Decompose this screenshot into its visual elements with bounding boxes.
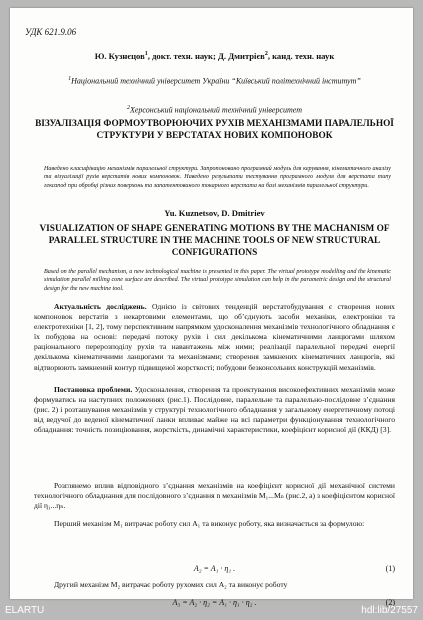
footer-handle: hdl:lib/27557: [361, 605, 418, 616]
paragraph-mechanism-1: Перший механізм M₁ витрачає роботу сил A₁ та виконує роботу, яка визначається за формулою:: [54, 519, 365, 528]
authors-ua: [30, 51, 399, 61]
title-ua: ВІЗУАЛІЗАЦІЯ ФОРМОУТВОРЮЮЧИХ РУХІВ МЕХАНІЗМАМИ ПАРАЛЕЛЬНОЇ СТРУКТУРИ У ВЕРСТАТАХ НОВИХ КОМПОНОВОК: [35, 119, 394, 141]
abstract-ua: Наведено класифікацію механізмів паралельної структури. Запропоновано програмний модуль для керування, кінематичного аналізу та візуалізації рухів верстатів нових компоновок. Наведено результати тестування програмного модуля для верстата типу гексапод при обробці різних поверхонь та запатентованого токарного верстата на базі механізмів паралельної структури.: [44, 166, 391, 189]
author-1-sup: 1: [144, 51, 148, 58]
paragraph-relevance: [34, 302, 395, 373]
paper-page: [10, 8, 413, 607]
author-2-degree: , канд. техн. наук: [267, 51, 335, 61]
equation-1-number: (1): [385, 564, 395, 573]
affiliation-2-sup: 2: [126, 105, 130, 111]
abstract-en: Based on the parallel mechanism, a new technological machine is presented in this paper. The virtual prototype modelling and the kinematic simulation parallel milling cone surface are described. The virtual prototype simulation can help in the parametric design and the structural design for the new machine tool.: [44, 269, 391, 292]
paragraph-mechanism-2: Другий механізм M₂ витрачає роботу рухомих сил A₂ та виконує роботу: [54, 580, 288, 589]
paragraph-connection: Розглянемо вплив відповідного з’єднання механізмів на коефіцієнт корисної дії механічної системи технологічного обладнання для послідовного з’єднання n механізмів M₁...Mₙ (рис.2, а) з коефіцієнтом корисної дії η₁...ηₙ.: [34, 481, 395, 511]
paragraph-problem-text: Удосконалення, створення та проектування високоефективних механізмів може формуватись на наступних положеннях (рис.1). Послідовне, паралельне та паралельно-послідовне з’єднання (рис. 2) і розташування механізмів у структурі технологічного обладнання у загальному енергетичному потоці від ведучої до веденої кінематичної ланки впливає майже на всі параметри функціонування технологічного обладнання: точність позиціювання, жорсткість, динамічні характеристики, коефіцієнт корисної дії (ККД) [3].: [34, 385, 395, 435]
affiliation-2: [38, 103, 391, 116]
affiliation-1-sup: 1: [68, 76, 72, 82]
affiliation-1: [38, 74, 391, 87]
author-2-sup: 2: [264, 51, 268, 58]
udk-code: УДК 621.9.06: [25, 27, 77, 37]
affiliation-1-text: Національний технічний університет України “Київський політехнічний інститут”: [71, 76, 361, 86]
paragraph-problem: [34, 385, 395, 435]
footer-repository-name: ELARTU: [5, 605, 45, 616]
paragraph-relevance-lead: Актуальність досліджень.: [54, 302, 147, 311]
paragraph-problem-lead: Постановка проблеми.: [54, 385, 133, 394]
equation-1-formula: A₂ = A₁ · η₁ .: [193, 564, 236, 573]
paragraph-relevance-text: Однією із світових тенденцій верстатобудування є створення нових компоновок верстатів з некартовими елементами, що об’єднують засоби механіки, електроніки та електротехніки [1, 2], тому перспективним напрямком удосконалення механізмів технологічного обладнання є їх побудова на основі: передачі потоку рухів і сил декількома кінематичними ланцюгами шляхом раціонального перерозподілу рухів та навантажень між ними; реалізації паралельної передачі енергії декількома кінематичними ланцюгами та механізмами; створення замкнених кінематичних ланцюгів, які відтворюють замкнений контур підвищеної жорсткості; побудови безконсольних конструкцій механізмів.: [34, 302, 395, 372]
equation-2-number: (2): [385, 598, 395, 607]
author-1: Ю. Кузнєцов: [94, 51, 145, 61]
affiliation-2-text: Херсонський національний технічний університет: [129, 105, 302, 115]
authors-en: Yu. Kuznetsov, D. Dmitriev: [164, 208, 265, 218]
equation-2-formula: A₃ = A₂ · η₂ = A₁ · η₁ · η₂ .: [172, 598, 257, 607]
author-1-degree: , докт. техн. наук; Д. Дмитрієв: [147, 51, 265, 61]
title-en: VISUALIZATION OF SHAPE GENERATING MOTIONS BY THE MACHANISM OF PARALLEL STRUCTURE IN THE MACHINE TOOLS OF NEW STRUCTURAL CONFIGURATIONS: [39, 224, 390, 258]
